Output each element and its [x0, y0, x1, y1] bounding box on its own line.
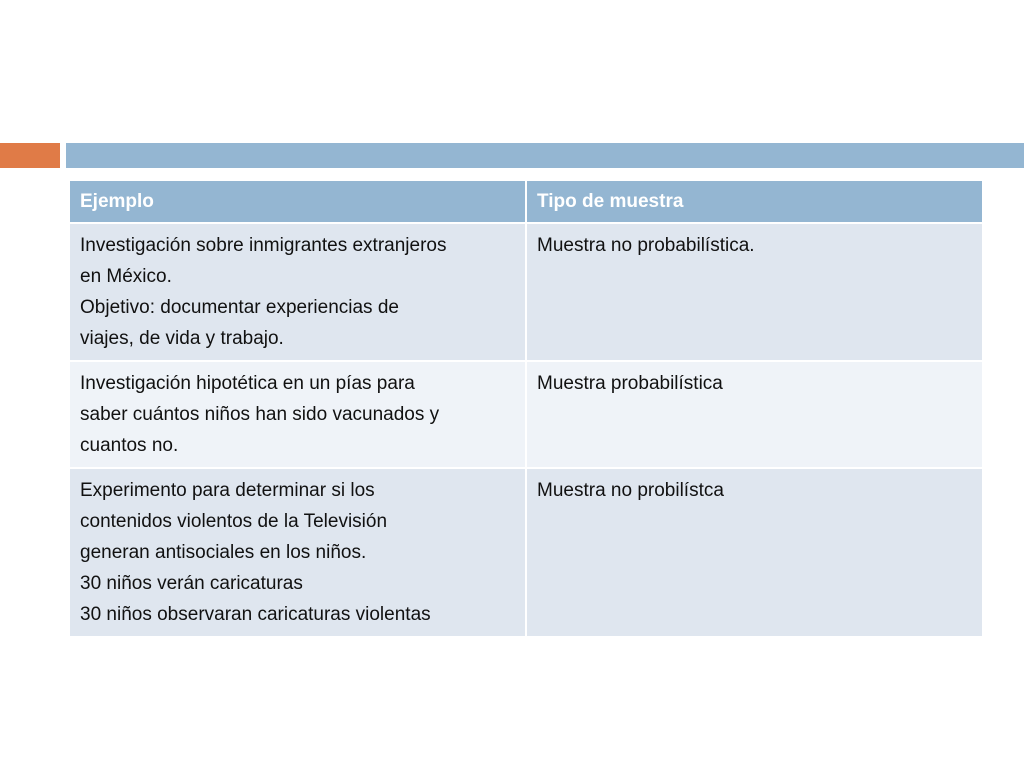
example-line: cuantos no. [80, 435, 179, 456]
example-line: en México. [80, 266, 172, 287]
sample-type-table [68, 179, 984, 638]
table-header-row [69, 180, 983, 223]
example-line: generan antisociales en los niños. [80, 542, 367, 563]
sample-type-cell: Muestra no probilístca [526, 468, 983, 637]
example-cell [69, 468, 526, 637]
table-row [69, 468, 983, 637]
example-cell [69, 223, 526, 361]
accent-bar-blue [66, 143, 1024, 168]
example-line: 30 niños observaran caricaturas violentas [80, 604, 431, 625]
header-example: Ejemplo [69, 180, 526, 223]
example-line: Experimento para determinar si los [80, 480, 375, 501]
example-line: viajes, de vida y trabajo. [80, 328, 284, 349]
sample-type-cell: Muestra probabilística [526, 361, 983, 468]
example-cell [69, 361, 526, 468]
accent-bar-orange [0, 143, 60, 168]
table-row [69, 361, 983, 468]
example-line: contenidos violentos de la Televisión [80, 511, 388, 532]
example-line: saber cuántos niños han sido vacunados y [80, 404, 440, 425]
sample-type-cell: Muestra no probabilística. [526, 223, 983, 361]
example-line: Objetivo: documentar experiencias de [80, 297, 399, 318]
example-line: Investigación hipotética en un pías para [80, 373, 415, 394]
example-line: Investigación sobre inmigrantes extranjeros [80, 235, 447, 256]
table-row [69, 223, 983, 361]
example-line: 30 niños verán caricaturas [80, 573, 303, 594]
header-sample-type: Tipo de muestra [526, 180, 983, 223]
